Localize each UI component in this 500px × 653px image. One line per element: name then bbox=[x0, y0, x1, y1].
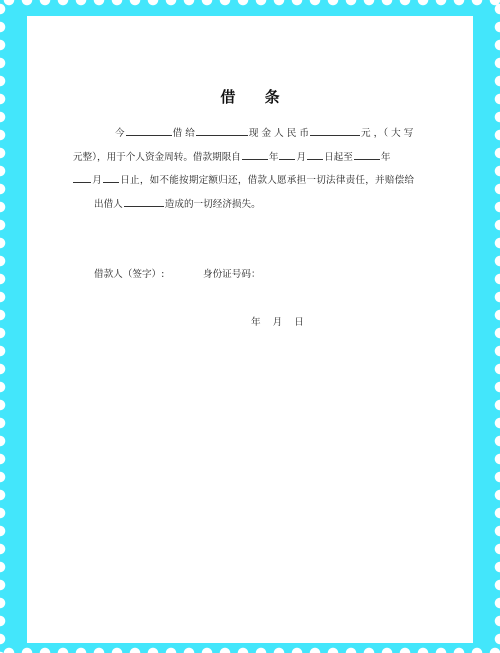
borrower-name-blank bbox=[126, 123, 172, 136]
text-segment-10: 月 bbox=[92, 175, 103, 186]
start-day-blank bbox=[307, 147, 323, 160]
lender-name-blank bbox=[196, 123, 248, 136]
text-segment-8: 日起至 bbox=[324, 151, 353, 163]
loan-note-paragraph bbox=[73, 122, 415, 216]
date-line bbox=[251, 314, 316, 328]
borrower-signature-label: 借款人（签字）: bbox=[94, 269, 165, 280]
perforation-right bbox=[492, 0, 500, 653]
start-year-blank bbox=[242, 147, 268, 160]
loan-note-body bbox=[73, 122, 415, 216]
end-day-blank bbox=[103, 170, 119, 183]
date-year: 年 bbox=[251, 317, 261, 328]
end-month-blank bbox=[73, 170, 91, 183]
text-segment-7: 月 bbox=[296, 151, 307, 163]
end-year-blank bbox=[354, 147, 380, 160]
date-day: 日 bbox=[294, 317, 304, 328]
date-month: 月 bbox=[272, 317, 283, 328]
lender-blank bbox=[124, 194, 164, 207]
id-number-label: 身份证号码： bbox=[203, 269, 261, 280]
text-segment-6: 年 bbox=[268, 151, 279, 163]
text-segment-11: 日止，如不能按期定额归还，借款人愿承担一切法律责任，并赔偿给出借人 bbox=[94, 175, 415, 210]
perforation-bottom bbox=[0, 647, 500, 653]
text-segment-4: 元 ，（ 大 写 bbox=[361, 128, 414, 139]
text-segment-5: 元整），用于个人资金周转。借款期限自 bbox=[73, 151, 241, 163]
document-title: 借 条 bbox=[220, 88, 292, 106]
text-segment-2: 借 给 bbox=[172, 128, 195, 139]
text-segment-9: 年 bbox=[380, 151, 391, 163]
amount-blank bbox=[310, 123, 360, 136]
perforation-left bbox=[0, 0, 8, 653]
start-month-blank bbox=[279, 147, 295, 160]
perforation-top bbox=[0, 0, 500, 6]
text-segment-1: 今 bbox=[115, 128, 125, 139]
text-segment-12: 造成的一切经济损失。 bbox=[164, 198, 261, 210]
text-segment-3: 现 金 人 民 币 bbox=[248, 128, 310, 139]
document-paper bbox=[27, 16, 473, 643]
